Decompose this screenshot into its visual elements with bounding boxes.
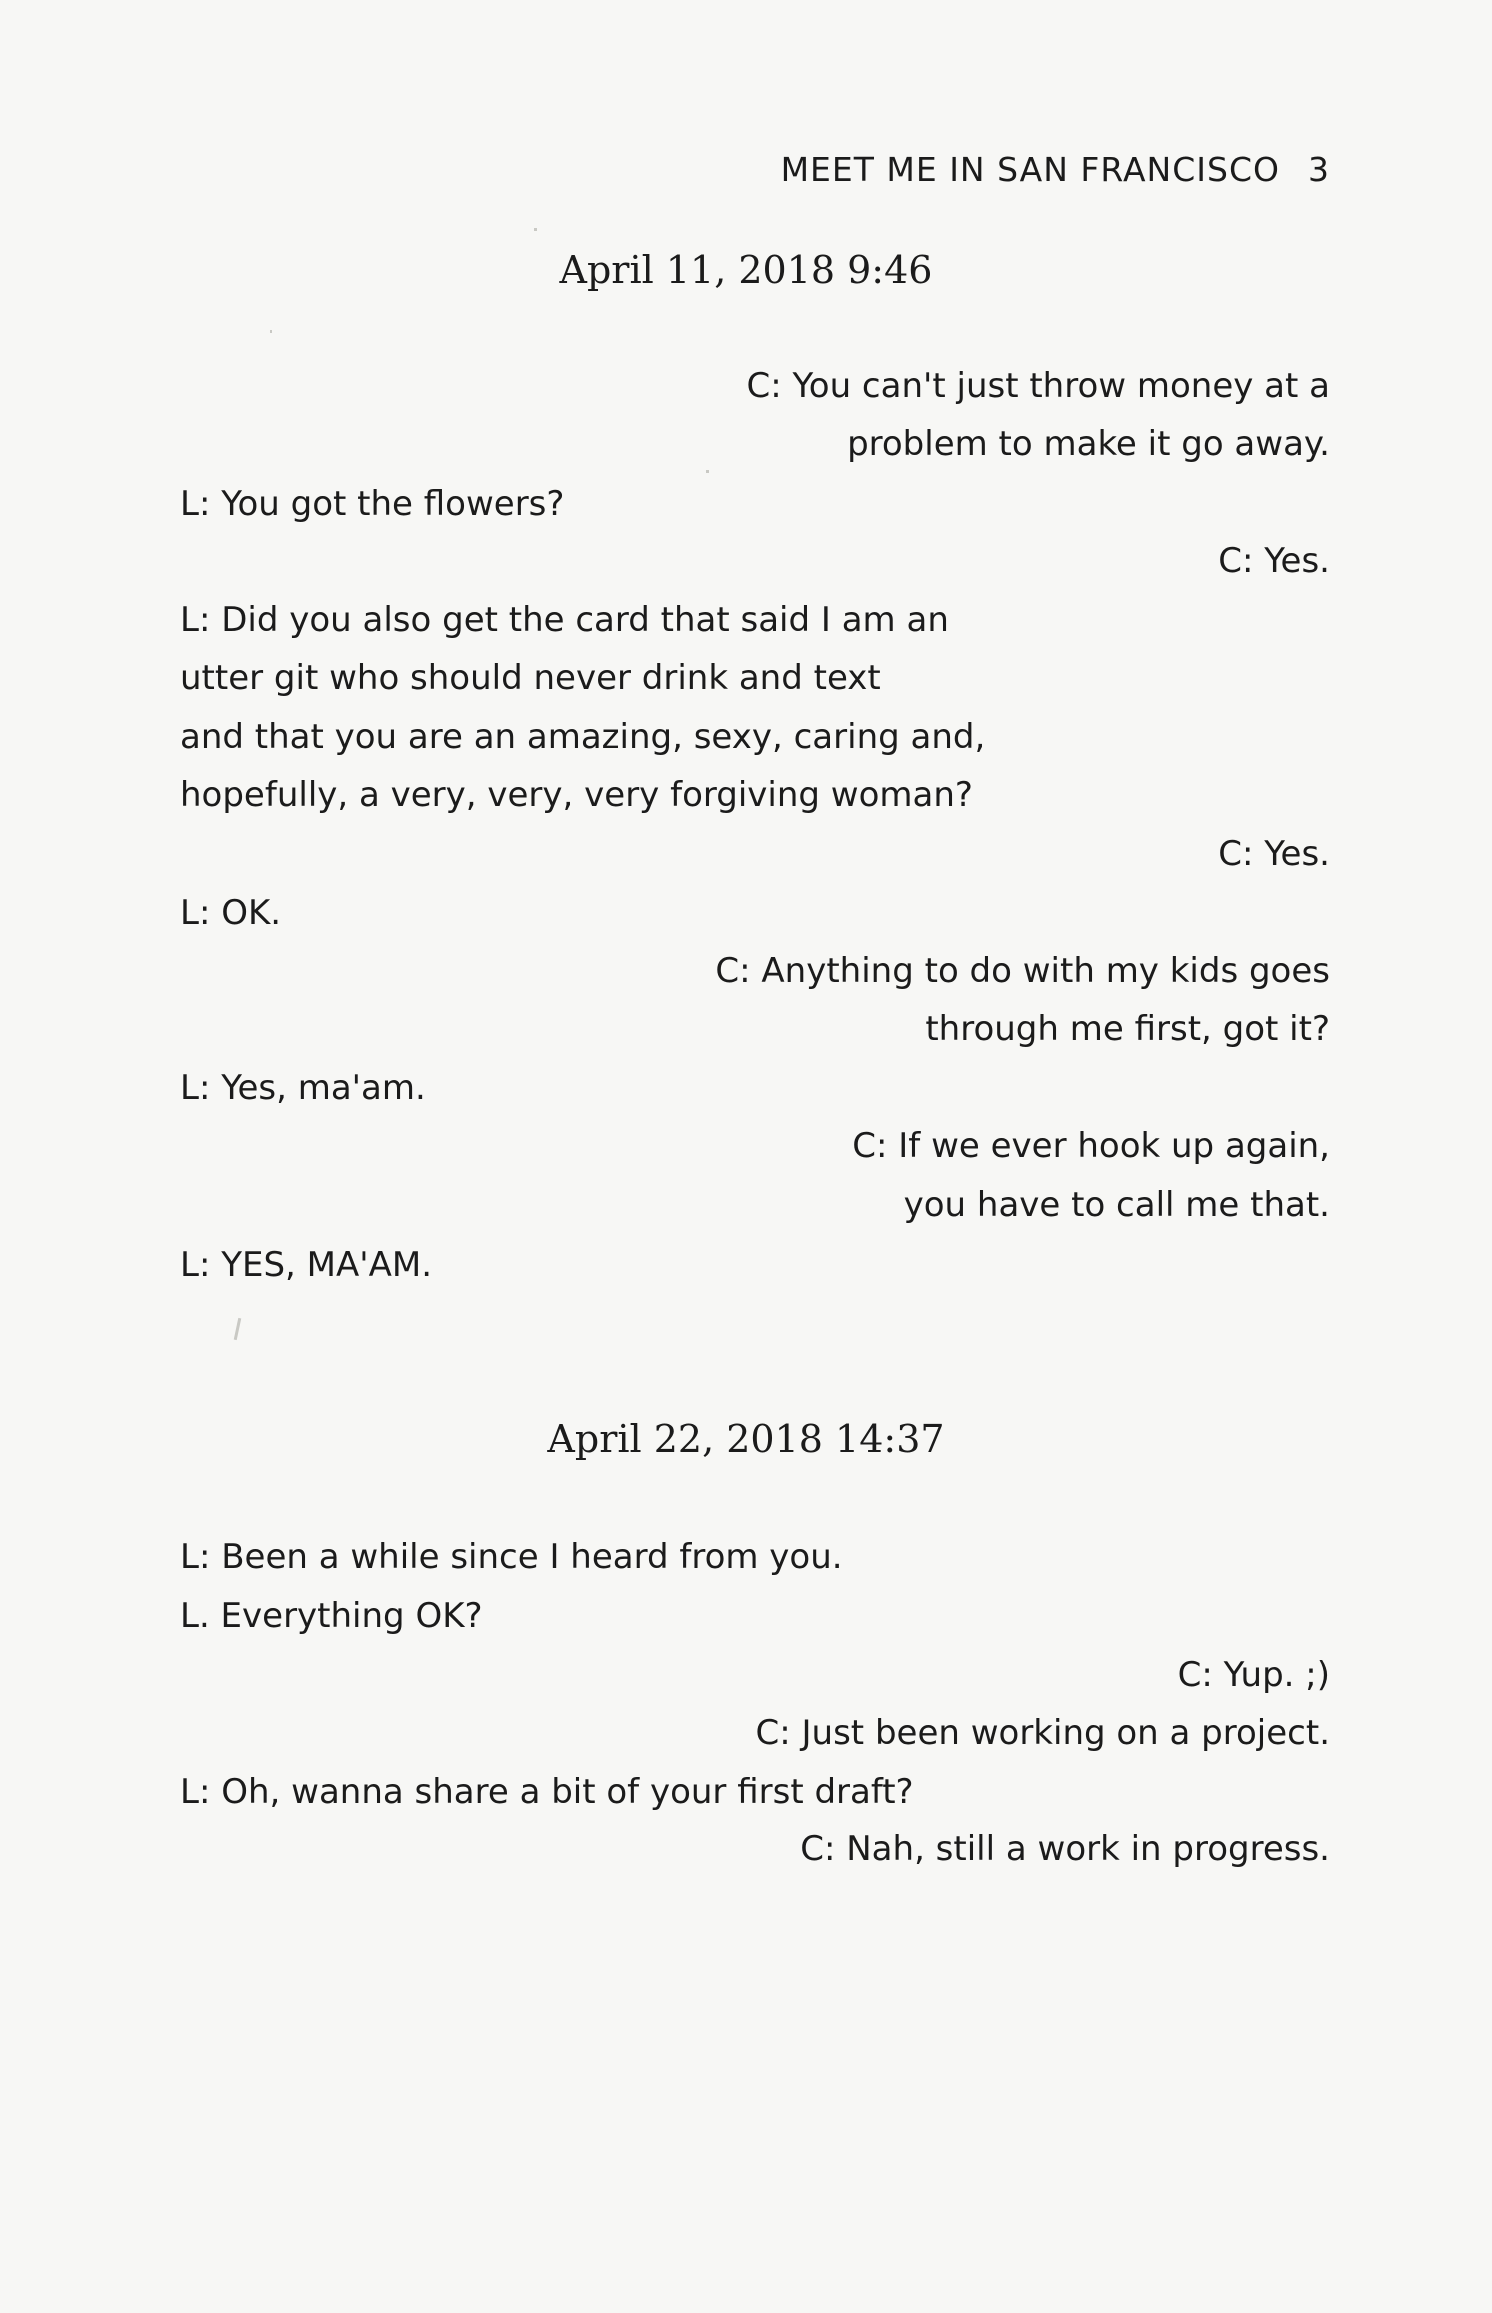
message-line: C: If we ever hook up again, xyxy=(852,1126,1330,1166)
message-line: L. Everything OK? xyxy=(180,1596,483,1636)
message-line: hopefully, a very, very, very forgiving woman? xyxy=(180,775,973,815)
page-number: 3 xyxy=(1308,150,1330,189)
paper-speck xyxy=(270,330,272,333)
paper-speck xyxy=(534,228,537,231)
message-line: C: Yes. xyxy=(1218,541,1330,581)
running-header xyxy=(0,145,1330,195)
message-line: C: You can't just throw money at a xyxy=(746,366,1330,406)
message-line: L: You got the flowers? xyxy=(180,484,565,524)
message-line: C: Anything to do with my kids goes xyxy=(715,951,1330,991)
message-line: L: Yes, ma'am. xyxy=(180,1068,426,1108)
message-line: L: OK. xyxy=(180,893,282,933)
message-line: C: Just been working on a project. xyxy=(755,1713,1330,1753)
message-line: C: Yup. ;) xyxy=(1177,1655,1330,1695)
date-heading-april-22: April 22, 2018 14:37 xyxy=(547,1417,945,1461)
paper-speck xyxy=(706,470,709,473)
message-line: you have to call me that. xyxy=(903,1185,1330,1225)
message-line: L: Been a while since I heard from you. xyxy=(180,1537,843,1577)
paper-speck xyxy=(234,1318,242,1340)
date-heading-april-11: April 11, 2018 9:46 xyxy=(559,248,933,292)
message-line: C: Nah, still a work in progress. xyxy=(800,1829,1330,1869)
message-line: and that you are an amazing, sexy, caring and, xyxy=(180,717,986,757)
message-line: C: Yes. xyxy=(1218,834,1330,874)
message-line: L: Oh, wanna share a bit of your first draft? xyxy=(180,1772,914,1812)
message-line: L: YES, MA'AM. xyxy=(180,1245,432,1285)
message-line: utter git who should never drink and text xyxy=(180,658,881,698)
message-line: L: Did you also get the card that said I am an xyxy=(180,600,949,640)
message-line: problem to make it go away. xyxy=(847,424,1330,464)
running-title: MEET ME IN SAN FRANCISCO xyxy=(780,150,1280,189)
message-line: through me first, got it? xyxy=(925,1009,1330,1049)
